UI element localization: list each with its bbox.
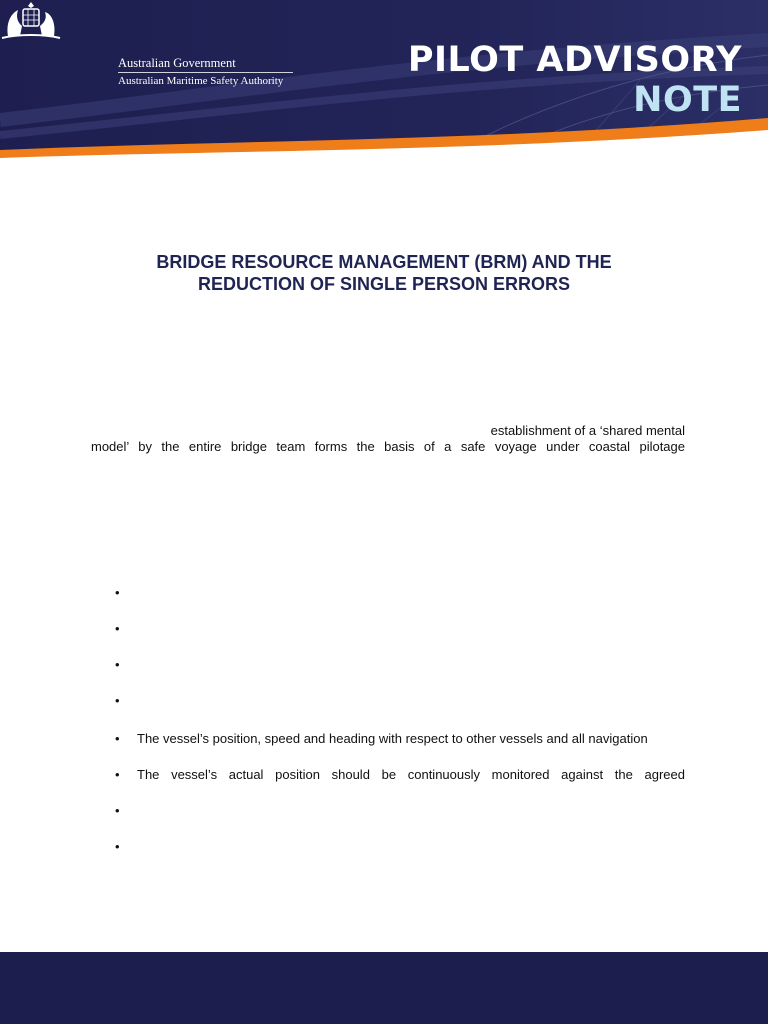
bullet-glyph: •: [115, 731, 120, 746]
bullet-glyph: •: [115, 803, 120, 818]
title-line-1: BRIDGE RESOURCE MANAGEMENT (BRM) AND THE: [156, 252, 612, 272]
bullet-glyph: •: [115, 585, 120, 600]
bullet-glyph: •: [115, 621, 120, 636]
list-item-text: The vessel’s actual position should be continuously monitored against the agreed: [137, 767, 685, 782]
paragraph-line-2: model’ by the entire bridge team forms the basis of a safe voyage under coastal pilotage: [91, 439, 685, 454]
list-item: [115, 803, 685, 819]
logo-divider: [118, 72, 293, 73]
header-banner: [0, 0, 768, 172]
document-title: [84, 251, 684, 295]
coat-of-arms-icon: [0, 0, 62, 42]
paragraph-line-1: establishment of a ‘shared mental: [490, 423, 685, 438]
note-label: NOTE: [633, 80, 742, 120]
list-item-text: The vessel’s position, speed and heading with respect to other vessels and all navigation: [137, 731, 648, 746]
list-item: [115, 585, 685, 601]
list-item: [115, 767, 685, 783]
bullet-glyph: •: [115, 693, 120, 708]
amsa-label: Australian Maritime Safety Authority: [118, 75, 284, 87]
document-type-heading: [408, 40, 742, 120]
list-item: [115, 693, 685, 709]
footer-band: [0, 952, 768, 1024]
pilot-advisory-label: PILOT ADVISORY: [407, 40, 742, 80]
bullet-glyph: •: [115, 657, 120, 672]
list-item: [115, 621, 685, 637]
title-line-2: REDUCTION OF SINGLE PERSON ERRORS: [197, 274, 571, 294]
bullet-glyph: •: [115, 839, 120, 854]
list-item: [115, 731, 685, 747]
government-logo-text: [118, 56, 293, 88]
list-item: [115, 657, 685, 673]
bullet-glyph: •: [115, 767, 120, 782]
australian-government-label: Australian Government: [118, 56, 236, 70]
list-item: [115, 839, 685, 855]
